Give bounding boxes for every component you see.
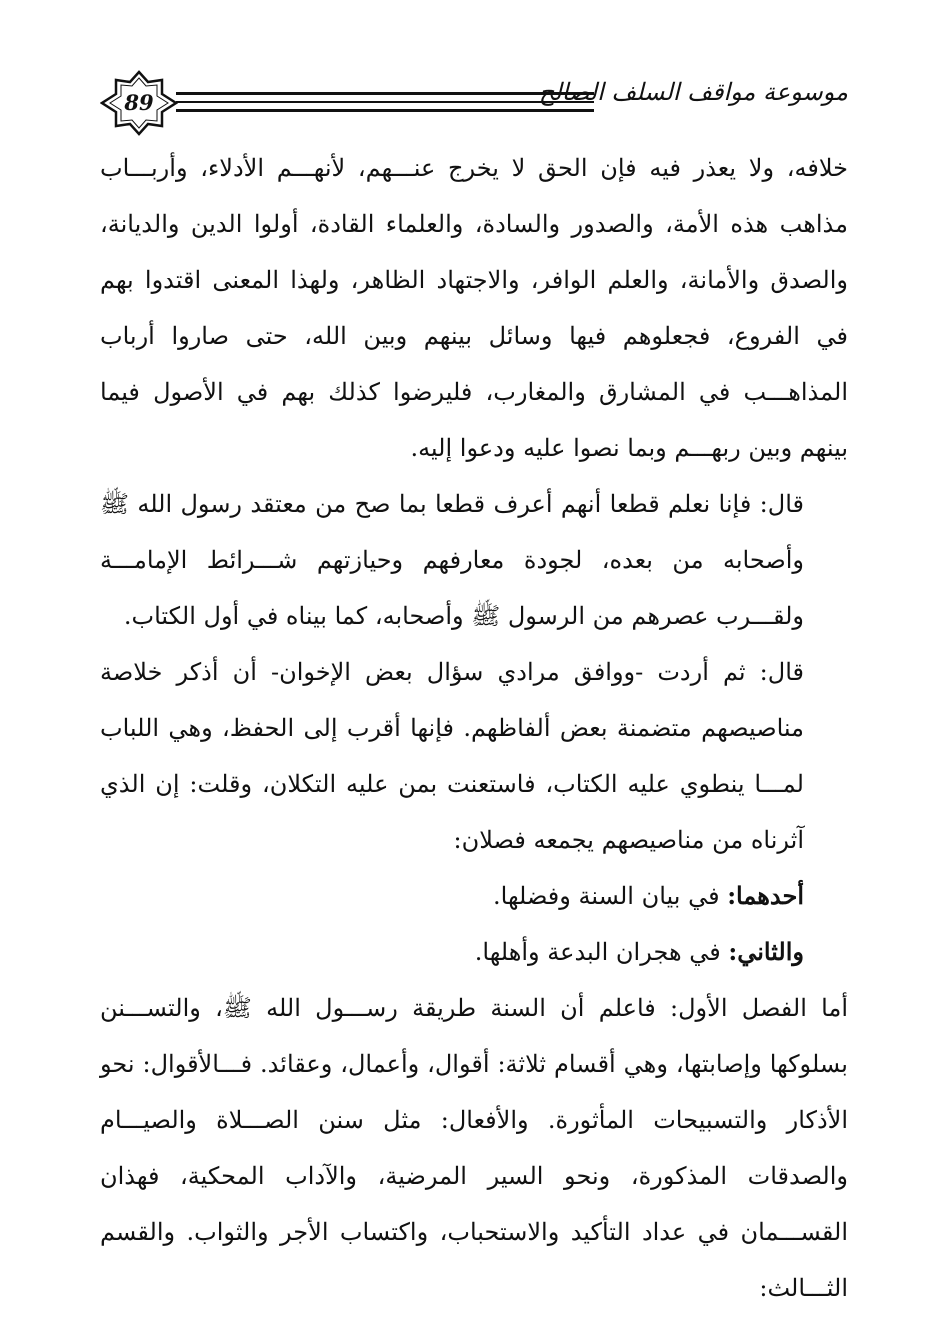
page-body	[100, 140, 848, 1316]
paragraph: أما الفصل الأول: فاعلم أن السنة طريقة رســـول الله ﷺ، والتســـنن بسلوكها وإصابتها، وهي أقسام ثلاثة: أقوال، وأعمال، وعقائد. فـــالأقوال: نحو الأذكار والتسبيحات المأثورة. والأفعال: مثل سنن الصـــلاة والصيـــام والصدقات المذكورة، ونحو السير المرضية، والآداب المحكية، فهذان القســـمان في عداد التأكيد والاستحباب، واكتساب الأجر والثواب. والقسم الثـــالث:	[100, 994, 848, 1302]
paragraph	[100, 924, 848, 980]
paragraph: خلافه، ولا يعذر فيه فإن الحق لا يخرج عنـــهم، لأنهـــم الأدلاء، وأربـــاب مذاهب هذه الأمة، والصدور والسادة، والعلماء القادة، أولوا الدين والديانة، والصدق والأمانة، والعلم الوافر، والاجتهاد الظاهر، ولهذا المعنى اقتدوا بهم في الفروع، فجعلوهم فيها وسائل بينهم وبين الله، حتى صاروا أرباب المذاهـــب في المشارق والمغارب، فليرضوا كذلك بهم في الأصول فيما بينهم وبين ربهـــم وبما نصوا عليه ودعوا إليه.	[100, 154, 848, 462]
paragraph-text: في بيان السنة وفضلها.	[493, 882, 728, 910]
header-rule	[176, 92, 594, 95]
header-rule	[176, 101, 594, 103]
header-rule	[176, 109, 594, 112]
page-number-badge	[100, 70, 178, 136]
paragraph-lead: أحدهما:	[727, 881, 804, 910]
series-title: موسوعة مواقف السلف الصالح	[538, 78, 848, 106]
paragraph: قال: فإنا نعلم قطعا أنهم أعرف قطعا بما صح من معتقد رسول الله ﷺ وأصحابه من بعده، لجودة معارفهم وحيازتهم شـــرائط الإمامـــة ولقـــرب عصرهم من الرسول ﷺ وأصحابه، كما بيناه في أول الكتاب.	[100, 490, 804, 630]
paragraph-text: في هجران البدعة وأهلها.	[474, 938, 729, 966]
page-header	[100, 70, 848, 136]
page-number: 89	[124, 90, 154, 115]
paragraph	[100, 868, 848, 924]
paragraph-lead: والثاني:	[728, 937, 804, 966]
paragraph: قال: ثم أردت -ووافق مرادي سؤال بعض الإخوان- أن أذكر خلاصة مناصيصهم متضمنة بعض ألفاظهم. فإنها أقرب إلى الحفظ، وهي اللباب لمـــا ينطوي عليه الكتاب، فاستعنت بمن عليه التكلان، وقلت: إن الذي آثرناه من مناصيصهم يجمعه فصلان:	[100, 658, 804, 854]
